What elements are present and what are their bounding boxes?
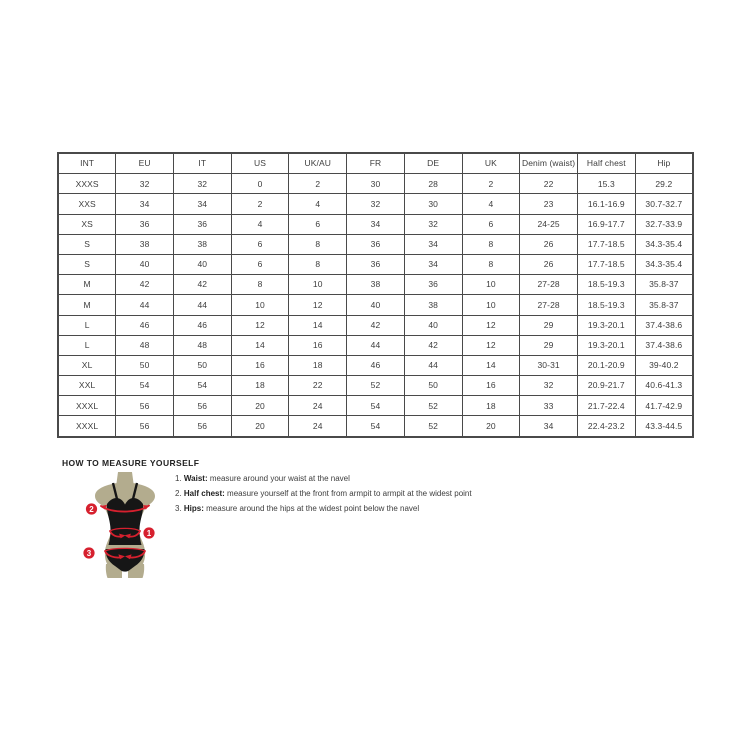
size-cell: 32 (173, 174, 231, 194)
size-cell: 18 (231, 376, 289, 396)
size-cell: 8 (462, 254, 520, 274)
column-header: US (231, 153, 289, 174)
size-cell: XXL (58, 376, 116, 396)
size-cell: 44 (347, 335, 405, 355)
size-cell: 16.1-16.9 (577, 194, 635, 214)
size-cell: XXXL (58, 396, 116, 416)
size-cell: 32 (116, 174, 174, 194)
measure-steps (175, 475, 505, 520)
size-cell: 4 (289, 194, 347, 214)
size-cell: 16 (462, 376, 520, 396)
table-row (58, 214, 693, 234)
column-header: UK/AU (289, 153, 347, 174)
size-cell: 35.8-37 (635, 275, 693, 295)
size-cell: 6 (231, 234, 289, 254)
size-cell: 39-40.2 (635, 355, 693, 375)
size-cell: 34 (404, 254, 462, 274)
column-header: DE (404, 153, 462, 174)
size-cell: XXXS (58, 174, 116, 194)
size-cell: 52 (347, 376, 405, 396)
size-cell: 46 (347, 355, 405, 375)
size-cell: 33 (520, 396, 578, 416)
size-cell: 17.7-18.5 (577, 234, 635, 254)
size-cell: 43.3-44.5 (635, 416, 693, 437)
size-cell: 32 (520, 376, 578, 396)
size-cell: 46 (173, 315, 231, 335)
header-row (58, 153, 693, 174)
size-cell: 41.7-42.9 (635, 396, 693, 416)
size-cell: 10 (289, 275, 347, 295)
size-cell: 56 (116, 416, 174, 437)
size-cell: XS (58, 214, 116, 234)
size-cell: 30 (347, 174, 405, 194)
measure-step: 2. Half chest: measure yourself at the front from armpit to armpit at the widest point (175, 488, 472, 498)
size-cell: 16.9-17.7 (577, 214, 635, 234)
size-cell: 0 (231, 174, 289, 194)
size-cell: 44 (116, 295, 174, 315)
size-cell: 8 (289, 254, 347, 274)
column-header: FR (347, 153, 405, 174)
size-cell: 54 (173, 376, 231, 396)
size-cell: 56 (116, 396, 174, 416)
size-cell: 28 (404, 174, 462, 194)
table-row (58, 194, 693, 214)
table-row (58, 295, 693, 315)
size-cell: 32.7-33.9 (635, 214, 693, 234)
size-cell: 42 (173, 275, 231, 295)
size-cell: 36 (173, 214, 231, 234)
size-cell: 34 (116, 194, 174, 214)
size-cell: 38 (116, 234, 174, 254)
table-row (58, 396, 693, 416)
size-cell: 8 (462, 234, 520, 254)
size-cell: 22 (289, 376, 347, 396)
size-cell: 40.6-41.3 (635, 376, 693, 396)
size-table-header (58, 153, 693, 174)
size-cell: 18 (462, 396, 520, 416)
size-cell: 24 (289, 396, 347, 416)
size-cell: 34.3-35.4 (635, 234, 693, 254)
size-cell: 34.3-35.4 (635, 254, 693, 274)
table-row (58, 234, 693, 254)
size-cell: 26 (520, 254, 578, 274)
size-cell: 10 (231, 295, 289, 315)
size-cell: S (58, 254, 116, 274)
size-cell: 36 (404, 275, 462, 295)
size-cell: 37.4-38.6 (635, 315, 693, 335)
size-cell: 2 (231, 194, 289, 214)
size-cell: 30.7-32.7 (635, 194, 693, 214)
size-cell: 19.3-20.1 (577, 315, 635, 335)
size-cell: 50 (404, 376, 462, 396)
size-cell: 42 (116, 275, 174, 295)
size-cell: S (58, 234, 116, 254)
size-cell: 6 (462, 214, 520, 234)
size-cell: 34 (520, 416, 578, 437)
badge-chest-number: 2 (89, 505, 94, 514)
size-cell: 18 (289, 355, 347, 375)
size-cell: 54 (116, 376, 174, 396)
table-row (58, 174, 693, 194)
size-cell: 54 (347, 396, 405, 416)
size-cell: 42 (347, 315, 405, 335)
table-row (58, 335, 693, 355)
size-cell: L (58, 335, 116, 355)
size-cell: 20.1-20.9 (577, 355, 635, 375)
size-cell: 46 (116, 315, 174, 335)
size-cell: 20 (231, 396, 289, 416)
size-cell: 22 (520, 174, 578, 194)
measure-step: 3. Hips: measure around the hips at the widest point below the navel (175, 503, 420, 513)
size-cell: 14 (289, 315, 347, 335)
column-header: Half chest (577, 153, 635, 174)
size-cell: 16 (231, 355, 289, 375)
badge-waist-number: 1 (146, 529, 152, 538)
size-cell: 20 (231, 416, 289, 437)
size-cell: 44 (404, 355, 462, 375)
size-cell: 40 (173, 254, 231, 274)
size-cell: 56 (173, 416, 231, 437)
column-header: IT (173, 153, 231, 174)
measurement-figure (82, 472, 168, 580)
size-cell: 16 (289, 335, 347, 355)
size-cell: 36 (347, 254, 405, 274)
size-cell: 32 (404, 214, 462, 234)
size-cell: 6 (289, 214, 347, 234)
size-cell: 30-31 (520, 355, 578, 375)
size-cell: 2 (462, 174, 520, 194)
size-cell: 27-28 (520, 275, 578, 295)
column-header: Hip (635, 153, 693, 174)
size-cell: 35.8-37 (635, 295, 693, 315)
mannequin-diagram (82, 472, 168, 580)
size-cell: 12 (462, 315, 520, 335)
size-cell: 24 (289, 416, 347, 437)
size-cell: 56 (173, 396, 231, 416)
size-cell: XL (58, 355, 116, 375)
column-header: UK (462, 153, 520, 174)
size-cell: 24-25 (520, 214, 578, 234)
size-cell: 44 (173, 295, 231, 315)
size-cell: XXXL (58, 416, 116, 437)
size-cell: 48 (173, 335, 231, 355)
size-conversion-table (57, 152, 694, 438)
size-cell: 34 (347, 214, 405, 234)
size-cell: 17.7-18.5 (577, 254, 635, 274)
size-cell: 29 (520, 335, 578, 355)
size-cell: 14 (231, 335, 289, 355)
size-cell: 12 (462, 335, 520, 355)
size-cell: 4 (231, 214, 289, 234)
table-row (58, 355, 693, 375)
size-cell: 18.5-19.3 (577, 295, 635, 315)
size-cell: 23 (520, 194, 578, 214)
size-cell: XXS (58, 194, 116, 214)
table-row (58, 315, 693, 335)
size-cell: 22.4-23.2 (577, 416, 635, 437)
size-cell: 34 (173, 194, 231, 214)
size-cell: 50 (116, 355, 174, 375)
size-cell: L (58, 315, 116, 335)
size-cell: 4 (462, 194, 520, 214)
size-cell: 38 (173, 234, 231, 254)
size-cell: 50 (173, 355, 231, 375)
table-row (58, 254, 693, 274)
size-cell: 6 (231, 254, 289, 274)
measure-step: 1. Waist: measure around your waist at the navel (175, 474, 350, 483)
size-cell: 20 (462, 416, 520, 437)
size-cell: 38 (347, 275, 405, 295)
size-cell: M (58, 295, 116, 315)
size-cell: 10 (462, 295, 520, 315)
size-cell: 54 (347, 416, 405, 437)
size-cell: 52 (404, 396, 462, 416)
size-cell: 40 (404, 315, 462, 335)
size-cell: 30 (404, 194, 462, 214)
size-cell: 40 (116, 254, 174, 274)
size-cell: 8 (231, 275, 289, 295)
size-table-body (58, 174, 693, 437)
size-cell: 38 (404, 295, 462, 315)
size-cell: 10 (462, 275, 520, 295)
size-cell: 40 (347, 295, 405, 315)
size-cell: 12 (289, 295, 347, 315)
column-header: Denim (waist) (520, 153, 578, 174)
how-to-measure-title: HOW TO MEASURE YOURSELF (62, 458, 200, 468)
size-cell: 42 (404, 335, 462, 355)
size-cell: 19.3-20.1 (577, 335, 635, 355)
size-cell: 8 (289, 234, 347, 254)
table-row (58, 416, 693, 437)
size-cell: 29 (520, 315, 578, 335)
column-header: INT (58, 153, 116, 174)
size-cell: 14 (462, 355, 520, 375)
size-cell: 34 (404, 234, 462, 254)
size-cell: 26 (520, 234, 578, 254)
size-cell: 36 (116, 214, 174, 234)
size-cell: M (58, 275, 116, 295)
column-header: EU (116, 153, 174, 174)
size-cell: 2 (289, 174, 347, 194)
badge-hips-number: 3 (86, 549, 92, 558)
size-cell: 27-28 (520, 295, 578, 315)
table-row (58, 275, 693, 295)
size-cell: 48 (116, 335, 174, 355)
size-cell: 18.5-19.3 (577, 275, 635, 295)
size-cell: 12 (231, 315, 289, 335)
size-cell: 15.3 (577, 174, 635, 194)
size-cell: 29.2 (635, 174, 693, 194)
size-cell: 21.7-22.4 (577, 396, 635, 416)
table-row (58, 376, 693, 396)
size-cell: 36 (347, 234, 405, 254)
size-cell: 52 (404, 416, 462, 437)
size-cell: 32 (347, 194, 405, 214)
size-cell: 37.4-38.6 (635, 335, 693, 355)
size-cell: 20.9-21.7 (577, 376, 635, 396)
